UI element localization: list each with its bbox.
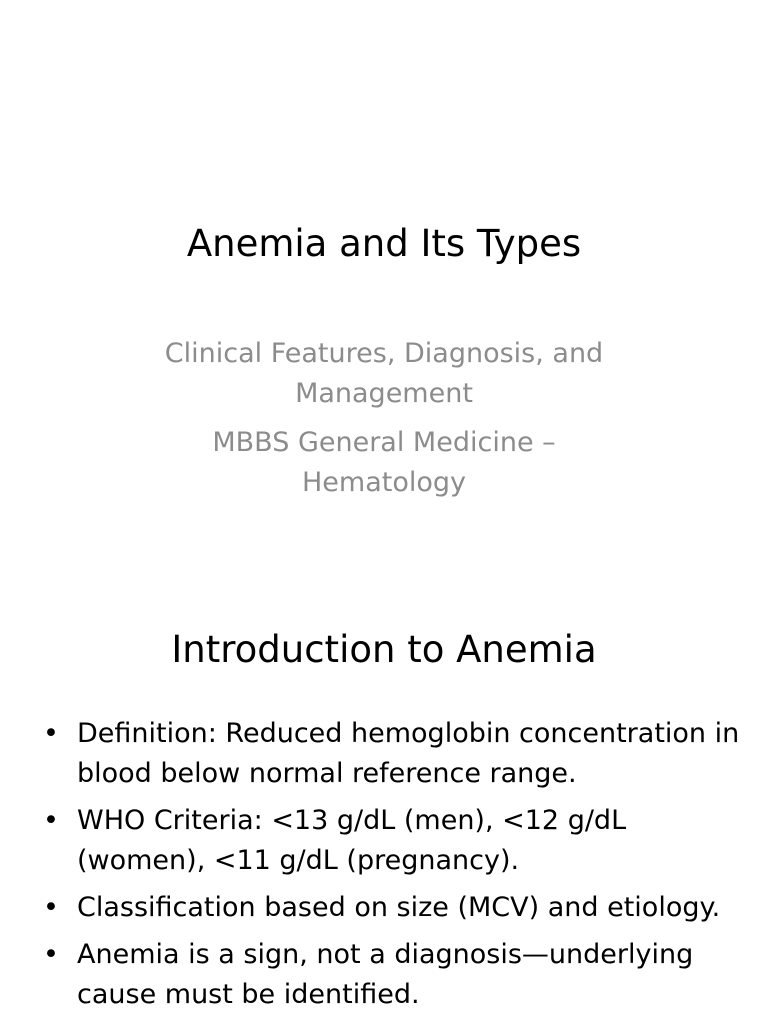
slide-subtitle bbox=[134, 334, 634, 512]
bullet-item bbox=[40, 714, 740, 794]
bullet-item bbox=[40, 801, 740, 881]
slide-introduction bbox=[0, 576, 768, 1024]
bullet-text: Definition: Reduced hemoglobin concentration in blood below normal reference range. bbox=[77, 718, 740, 789]
bullet-item bbox=[40, 935, 740, 1015]
bullet-icon: • bbox=[43, 805, 59, 836]
bullet-text: Anemia is a sign, not a diagnosis—underlying cause must be identified. bbox=[77, 939, 694, 1010]
slide-title-heading: Anemia and Its Types bbox=[186, 222, 582, 265]
bullet-text: Classification based on size (MCV) and etiology. bbox=[77, 892, 721, 923]
bullet-item bbox=[40, 888, 740, 928]
subtitle-line-1: Clinical Features, Diagnosis, and Management bbox=[164, 338, 604, 409]
slide-introduction-heading: Introduction to Anemia bbox=[171, 628, 597, 671]
bullet-list bbox=[40, 714, 740, 1022]
bullet-icon: • bbox=[43, 892, 59, 923]
bullet-icon: • bbox=[43, 718, 59, 749]
subtitle-line-2: MBBS General Medicine – Hematology bbox=[212, 427, 556, 498]
bullet-text: WHO Criteria: <13 g/dL (men), <12 g/dL (women), <11 g/dL (pregnancy). bbox=[77, 805, 627, 876]
bullet-icon: • bbox=[43, 939, 59, 970]
